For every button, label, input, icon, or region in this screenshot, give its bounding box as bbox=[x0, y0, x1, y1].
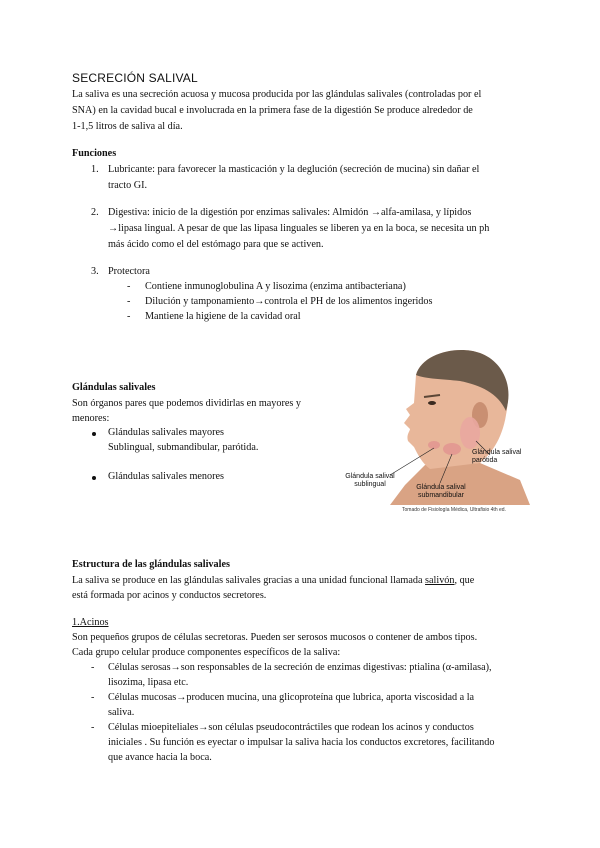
parotid-gland-shape bbox=[460, 417, 480, 449]
label-submandibular-line: submandibular bbox=[418, 492, 464, 499]
label-submandibular-line: Glándula salival bbox=[416, 484, 466, 491]
acinos-dash: - bbox=[91, 662, 95, 673]
bullet-dot bbox=[92, 476, 96, 480]
list-item-line: →lipasa lingual. A pesar de que las lipasa linguales se liberen ya en la boca, se necesita un ph bbox=[108, 223, 490, 234]
label-parotida-line: parótida bbox=[472, 457, 498, 464]
glandulas-heading: Glándulas salivales bbox=[72, 382, 156, 393]
intro-line: SNA) en la cavidad bucal e involucrada en la primera fase de la digestión Se produce alrededor de bbox=[72, 105, 473, 116]
acinos-item-line: iniciales . Su función es eyectar o impulsar la saliva hacia los conductos excretores, facilitando bbox=[108, 737, 495, 748]
acinos-line: Son pequeños grupos de células secretoras. Pueden ser serosos mucosos o contener de ambos tipos. bbox=[72, 632, 478, 643]
acinos-heading: 1.Acinos bbox=[72, 617, 109, 628]
sub-item: Mantiene la higiene de la cavidad oral bbox=[145, 311, 301, 322]
list-item-line: más ácido como el del estómago para que se activen. bbox=[108, 239, 324, 250]
salivary-glands-illustration bbox=[330, 345, 535, 517]
acinos-item-line: Células mucosas→producen mucina, una glicoproteína que lubrica, aporta viscosidad a la bbox=[108, 692, 475, 703]
list-item-line: Lubricante: para favorecer la masticación y la deglución (secreción de mucina) sin dañar el bbox=[108, 164, 480, 175]
salivon-term: salivón bbox=[425, 575, 455, 586]
bullet-dot bbox=[92, 432, 96, 436]
label-parotida-line: Glándula salival bbox=[472, 449, 522, 456]
sub-dash: - bbox=[127, 281, 131, 292]
figure-credit: Tomado de Fisiología Médica, Ultrafisio 4th ed. bbox=[402, 507, 506, 513]
funciones-heading: Funciones bbox=[72, 148, 117, 159]
bullet-detail: Sublingual, submandibular, parótida. bbox=[108, 442, 259, 453]
sublingual-gland-shape bbox=[428, 441, 440, 449]
acinos-item-line: saliva. bbox=[108, 707, 135, 718]
label-sublingual bbox=[340, 473, 400, 489]
estructura-heading: Estructura de las glándulas salivales bbox=[72, 559, 230, 570]
list-item-line: tracto GI. bbox=[108, 180, 148, 191]
document-title: SECRECIÓN SALIVAL bbox=[72, 71, 198, 85]
acinos-item-line: Células mioepiteliales→son células pseudocontráctiles que rodean los acinos y conductos bbox=[108, 722, 474, 733]
sub-item: Contiene inmunoglobulina A y lisozima (enzima antibacteriana) bbox=[145, 281, 406, 292]
bullet-label: Glándulas salivales menores bbox=[108, 471, 224, 482]
bullet-label: Glándulas salivales mayores bbox=[108, 427, 224, 438]
list-item-line: Digestiva: inicio de la digestión por enzimas salivales: Almidón →alfa-amilasa, y lípidos bbox=[108, 207, 472, 218]
label-sublingual-line: Glándula salival bbox=[345, 473, 395, 480]
submandibular-gland-shape bbox=[443, 443, 461, 455]
label-parotida bbox=[472, 449, 534, 465]
list-number: 1. bbox=[91, 164, 99, 175]
intro-line: 1-1,5 litros de saliva al día. bbox=[72, 121, 183, 132]
estructura-text: La saliva se produce en las glándulas salivales gracias a una unidad funcional llamada bbox=[72, 575, 426, 586]
list-item-line: Protectora bbox=[108, 266, 150, 277]
list-number: 2. bbox=[91, 207, 99, 218]
label-sublingual-line: sublingual bbox=[354, 481, 386, 488]
estructura-line bbox=[72, 573, 474, 589]
acinos-item-line: lisozima, lipasa etc. bbox=[108, 677, 189, 688]
sub-dash: - bbox=[127, 311, 131, 322]
acinos-dash: - bbox=[91, 692, 95, 703]
glandulas-line: Son órganos pares que podemos dividirlas en mayores y bbox=[72, 398, 301, 409]
acinos-item-line: que avance hacia la boca. bbox=[108, 752, 212, 763]
acinos-line: Cada grupo celular produce componentes específicos de la saliva: bbox=[72, 647, 341, 658]
sub-dash: - bbox=[127, 296, 131, 307]
eye-shape bbox=[428, 401, 436, 405]
acinos-dash: - bbox=[91, 722, 95, 733]
sub-item: Dilución y tamponamiento→controla el PH de los alimentos ingeridos bbox=[145, 296, 433, 307]
estructura-text: , que bbox=[454, 575, 475, 586]
label-submandibular bbox=[406, 484, 476, 500]
acinos-item-line: Células serosas→son responsables de la secreción de enzimas digestivas: ptialina (α-amilasa), bbox=[108, 662, 492, 673]
intro-line: La saliva es una secreción acuosa y mucosa producida por las glándulas salivales (controladas por el bbox=[72, 89, 482, 100]
list-number: 3. bbox=[91, 266, 99, 277]
estructura-line: está formada por acinos y conductos secretores. bbox=[72, 590, 267, 601]
glandulas-line: menores: bbox=[72, 413, 110, 424]
